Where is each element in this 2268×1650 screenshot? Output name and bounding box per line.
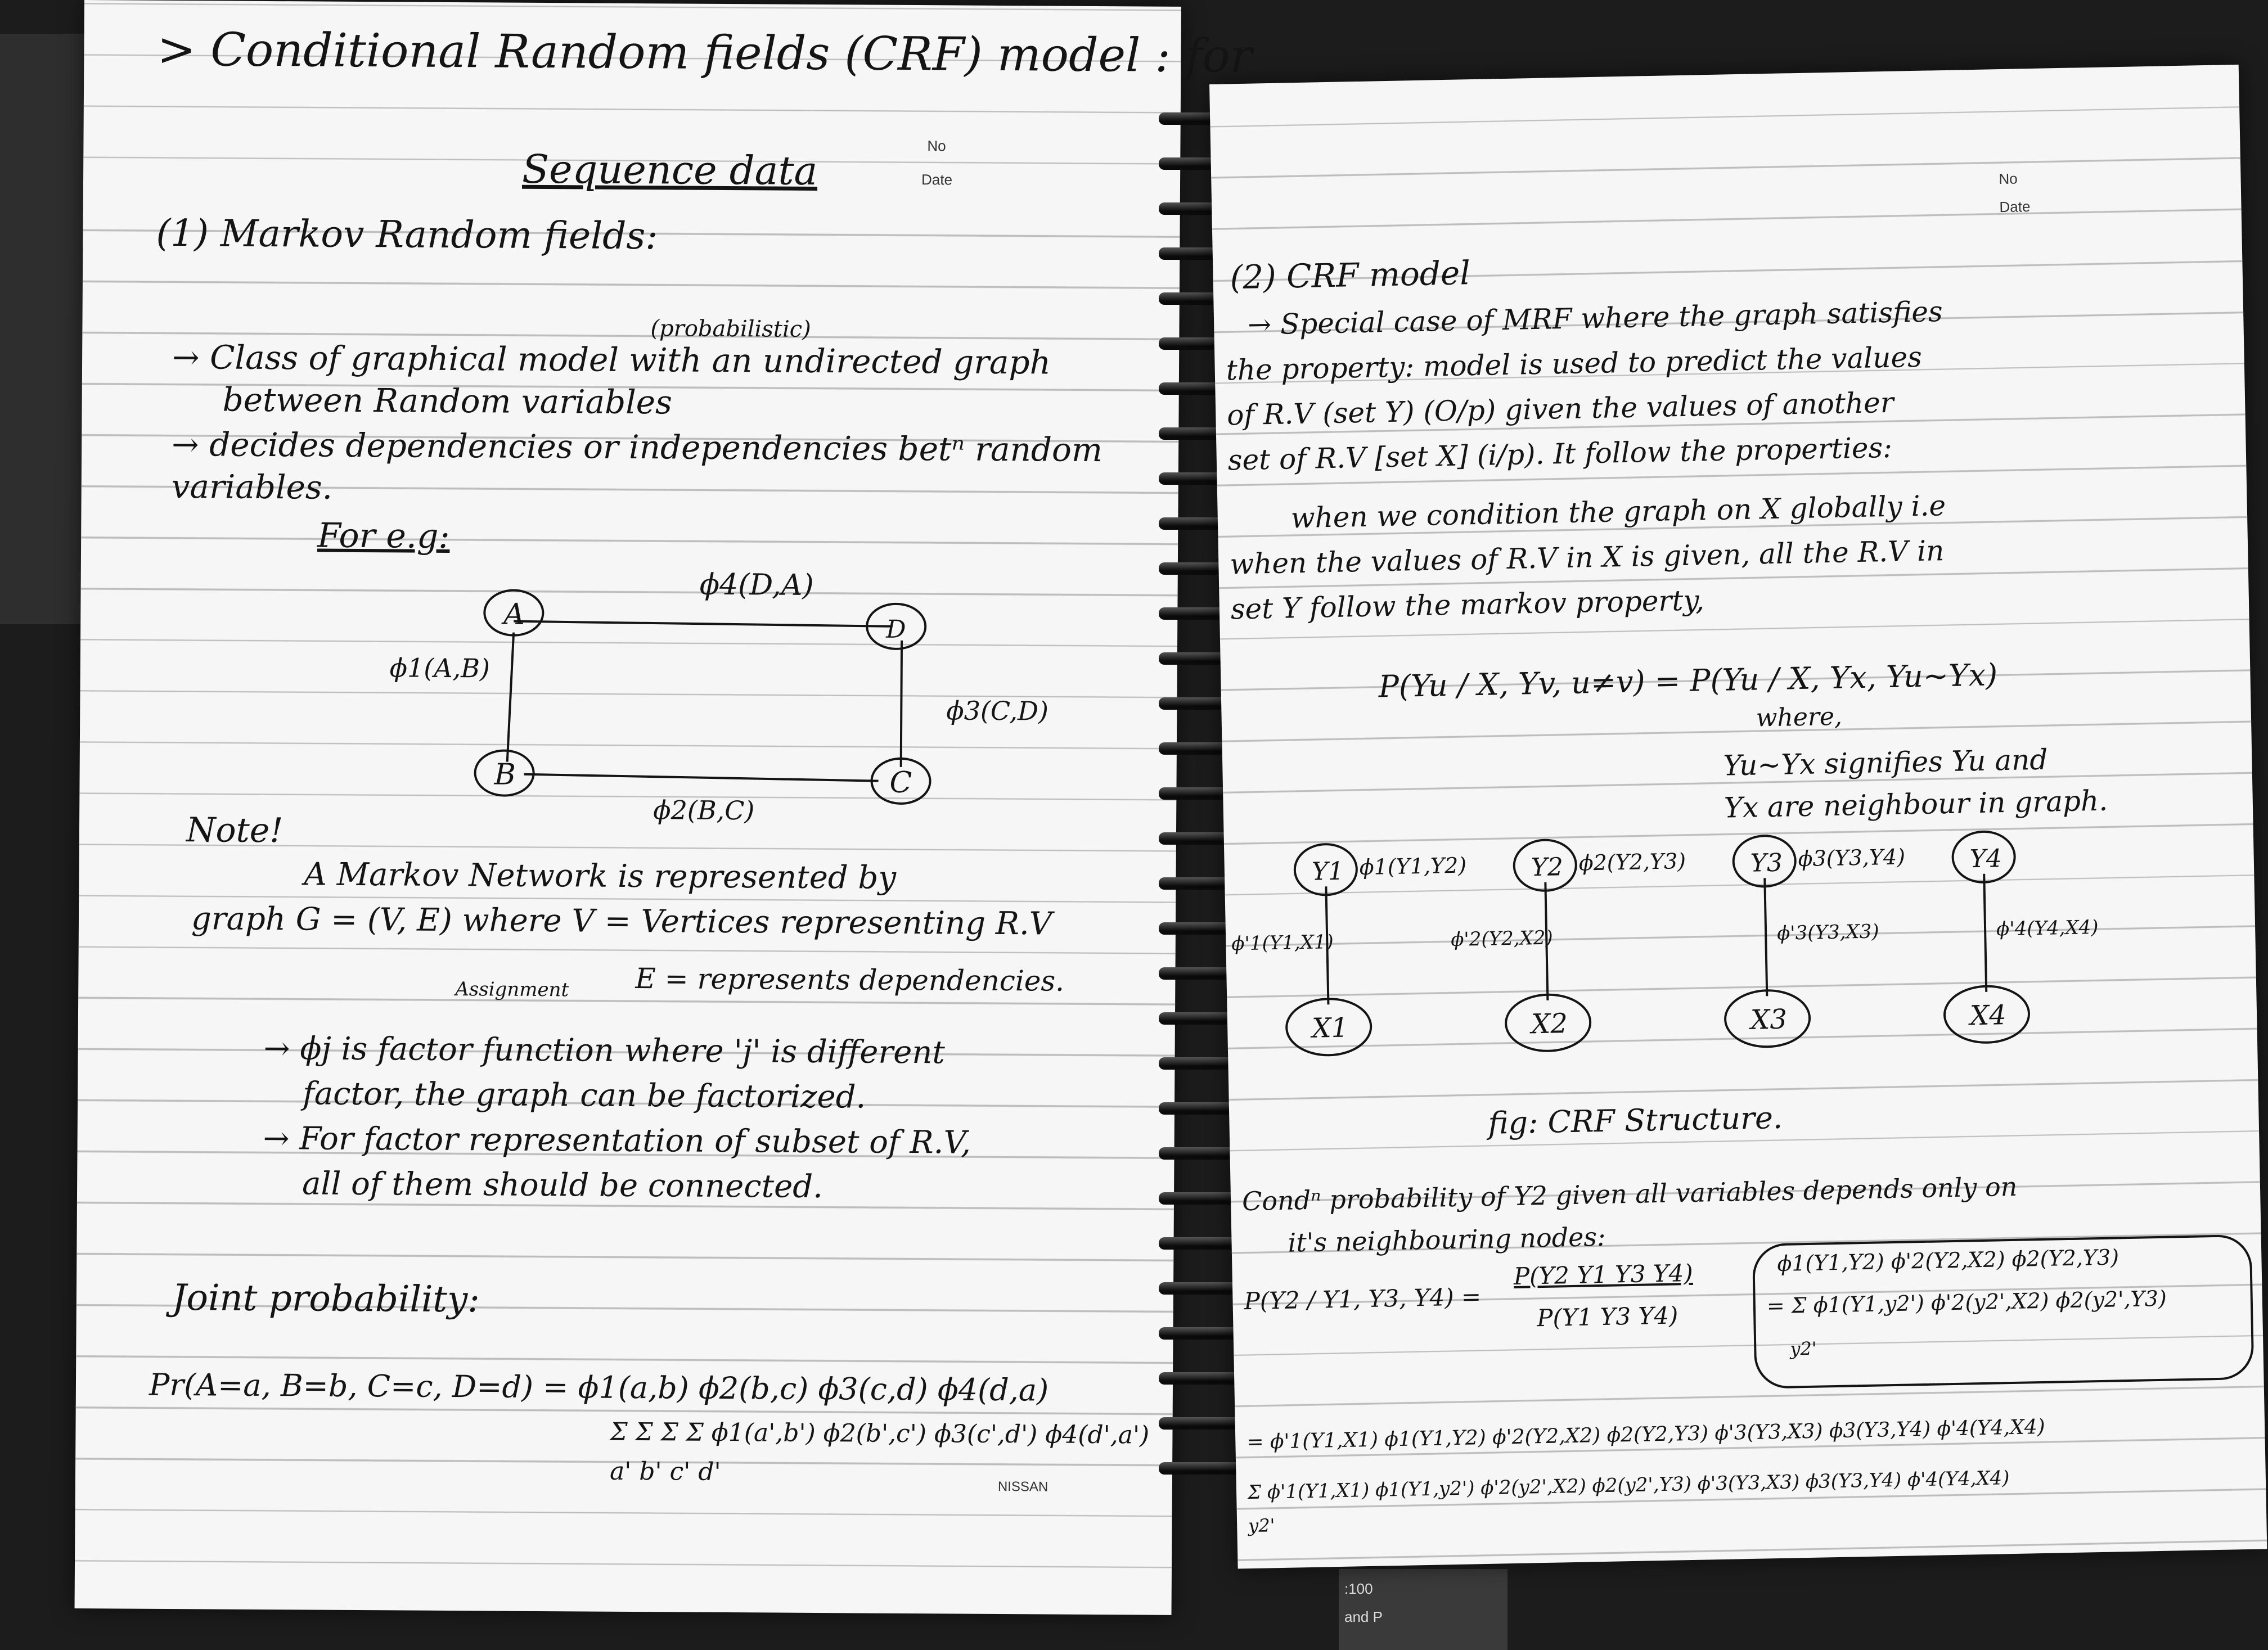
section1-heading: (1) Markov Random fields: (156, 211, 658, 258)
page-title: > Conditional Random fields (CRF) model : for (157, 22, 1253, 83)
factor-line4: all of them should be connected. (302, 1165, 824, 1206)
example-label: For e.g: (317, 516, 450, 556)
box-line2: = Σ ϕ1(Y1,y2') ϕ'2(y2',X2) ϕ2(y2',Y3) (1766, 1286, 2167, 1319)
factor-label-y2-y3: ϕ2(Y2,Y3) (1578, 848, 1686, 876)
edge-a-b (507, 633, 514, 762)
expansion-denominator: Σ ϕ'1(Y1,X1) ϕ1(Y1,y2') ϕ'2(y2',X2) ϕ2(y2',Y3) ϕ'3(Y3,X3) ϕ3(Y3,Y4) ϕ'4(Y4,X4) (1247, 1467, 2010, 1504)
box-line3: y2' (1789, 1337, 1817, 1360)
crf-structure-diagram (1224, 818, 2241, 1096)
node-label-d: D (886, 615, 906, 644)
node-label-x3: X3 (1750, 1003, 1788, 1036)
markov-formula: P(Yu / X, Yv, u≠v) = P(Yu / X, Yx, Yu~Yx) (1378, 657, 1998, 705)
mrf-def-line1: → Class of graphical model with an undirected graph (172, 337, 1051, 382)
node-label-c: C (889, 765, 912, 800)
factor-label-y4-x4: ϕ'4(Y4,X4) (1996, 916, 2099, 941)
edge-label-b-c: ϕ2(B,C) (653, 795, 755, 826)
node-label-x4: X4 (1969, 999, 2007, 1032)
crf-line2: the property: model is used to predict the values (1226, 340, 1923, 387)
node-label-b: B (494, 758, 516, 792)
cond-denominator: P(Y1 Y3 Y4) (1536, 1301, 1678, 1332)
joint-formula: Pr(A=a, B=b, C=c, D=d) = ϕ1(a,b) ϕ2(b,c) ϕ3(c,d) ϕ4(d,a) (148, 1367, 1049, 1408)
factor-line1: → ϕj is factor function where 'j' is different (263, 1030, 946, 1071)
crf-line5: when we condition the graph on X globally i.e (1290, 489, 1946, 535)
mrf-def-line4: variables. (171, 467, 333, 507)
node-label-y1: Y1 (1311, 856, 1344, 886)
crf-line6: when the values of R.V in X is given, all the R.V in (1229, 534, 1945, 581)
box-line1: ϕ1(Y1,Y2) ϕ'2(Y2,X2) ϕ2(Y2,Y3) (1777, 1245, 2120, 1277)
node-label-y4: Y4 (1969, 844, 2002, 874)
note-label: Note! (186, 810, 284, 851)
edge-a-d (514, 621, 890, 626)
expansion-numerator: = ϕ'1(Y1,X1) ϕ1(Y1,Y2) ϕ'2(Y2,X2) ϕ2(Y2,Y3) ϕ'3(Y3,X3) ϕ3(Y3,Y4) ϕ'4(Y4,X4) (1246, 1415, 2046, 1454)
crf-line7: set Y follow the markov property, (1230, 584, 1705, 626)
factor-label-y3-y4: ϕ3(Y3,Y4) (1798, 844, 1906, 872)
node-label-y3: Y3 (1750, 848, 1783, 878)
note-line1: A Markov Network is represented by (304, 856, 897, 896)
desk-book-strip (0, 34, 84, 624)
note-line2: graph G = (V, E) where V = Vertices representing R.V (191, 900, 1052, 943)
factor-ratio-box (1752, 1234, 2254, 1389)
cond-line2: it's neighbouring nodes: (1288, 1221, 1606, 1258)
figure-caption: fig: CRF Structure. (1487, 1099, 1783, 1141)
edge-y4-x4 (1984, 874, 1986, 992)
factor-label-y2-x2: ϕ'2(Y2,X2) (1450, 926, 1554, 952)
edge-label-d-a: ϕ4(D,A) (699, 567, 814, 602)
book-spine-text: and P (1344, 1608, 1383, 1625)
expansion-sum-var: y2' (1248, 1514, 1275, 1537)
left-date-label: Date (921, 171, 953, 188)
edge-label-c-d: ϕ3(C,D) (946, 695, 1049, 727)
crf-line4: set of R.V [set X] (i/p). It follow the properties: (1227, 431, 1893, 477)
factor-line3: → For factor representation of subset of R.V, (263, 1120, 971, 1161)
node-label-x2: X2 (1531, 1008, 1568, 1040)
crf-line1: → Special case of MRF where the graph satisfies (1247, 295, 1943, 341)
right-date-label: Date (1999, 198, 2031, 216)
section2-heading: (2) CRF model (1229, 254, 1471, 297)
neighbor-line1: Yu~Yx signifies Yu and (1722, 743, 2048, 782)
joint-heading: Joint probability: (172, 1277, 480, 1321)
node-label-x1: X1 (1311, 1012, 1349, 1044)
mrf-graph-diagram (389, 553, 1049, 849)
page-subtitle: Sequence data (521, 146, 818, 194)
factor-line2: factor, the graph can be factorized. (302, 1075, 866, 1116)
brand-label: NISSAN (997, 1478, 1048, 1495)
note-line3: E = represents dependencies. (635, 962, 1065, 998)
left-no-label: No (927, 137, 946, 155)
left-notebook-page (75, 0, 1253, 1615)
joint-denominator: Σ Σ Σ Σ ϕ1(a',b') ϕ2(b',c') ϕ3(c',d') ϕ4(d',a') (610, 1417, 1150, 1450)
edge-c-d (901, 641, 902, 767)
ruler-text: :100 (1344, 1580, 1373, 1597)
factor-label-y1-y2: ϕ1(Y1,Y2) (1359, 853, 1467, 880)
where-label: where, (1756, 702, 1843, 733)
node-label-y2: Y2 (1531, 853, 1564, 882)
neighbor-line2: Yx are neighbour in graph. (1724, 784, 2108, 824)
edge-b-c (524, 774, 879, 781)
factor-label-y3-x3: ϕ'3(Y3,X3) (1776, 920, 1879, 945)
cond-numerator: P(Y2 Y1 Y3 Y4) (1513, 1259, 1694, 1291)
assignment-label: Assignment (455, 978, 569, 1002)
mrf-def-line3: → decides dependencies or independencies betⁿ random (171, 425, 1103, 470)
node-label-a: A (503, 597, 525, 632)
probabilistic-note: (probabilistic) (650, 315, 811, 342)
mrf-def-line2: between Random variables (222, 380, 673, 422)
cond-line1: Condⁿ probability of Y2 given all variables depends only on (1241, 1171, 2018, 1217)
crf-line3: of R.V (set Y) (O/p) given the values of another (1226, 386, 1894, 432)
factor-label-y1-x1: ϕ'1(Y1,X1) (1231, 931, 1334, 955)
edge-label-a-b: ϕ1(A,B) (389, 652, 490, 684)
desk-ruler (1339, 1569, 1508, 1650)
edge-y3-x3 (1765, 878, 1767, 996)
cond-formula-lhs: P(Y2 / Y1, Y3, Y4) = (1244, 1283, 1482, 1315)
right-notebook-page (1209, 65, 2267, 1569)
right-no-label: No (1999, 170, 2018, 188)
joint-sum-vars: a' b' c' d' (609, 1457, 721, 1486)
